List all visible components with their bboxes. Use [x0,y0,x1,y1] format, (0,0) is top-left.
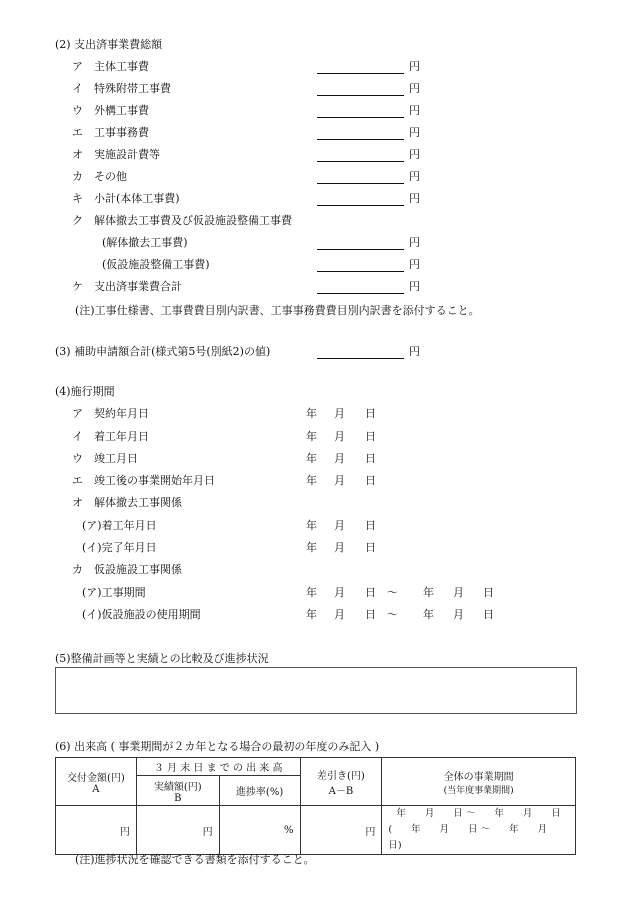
header-actual-amount: 実績額(円) B [136,776,219,806]
item-label: 竣工後の事業開始年月日 [94,474,215,487]
tilde: ～ [387,608,398,621]
item-label: 契約年月日 [94,407,149,420]
item-mark: エ [72,474,83,487]
item-label: (イ)完了年月日 [82,541,157,554]
day-label[interactable]: 日 [365,541,376,554]
day-label[interactable]: 日 [365,452,376,465]
section-5-textbox[interactable] [55,667,577,714]
period-line-total: 年 月 日 ～ 年 月 日 [396,808,561,819]
section-3-input-line[interactable] [317,345,404,359]
item-label: 外構工事費 [94,104,149,117]
amount-unit: 円 [409,192,420,205]
month-label[interactable]: 月 [334,452,345,465]
item-label: (ア)着工年月日 [82,519,157,532]
cell-actual-amount[interactable]: 円 [136,806,219,855]
day-label[interactable]: 日 [365,430,376,443]
section-4-heading: (4)施行期間 [55,385,115,398]
cell-progress-rate[interactable]: % [219,806,300,855]
item-mark: オ [72,148,83,161]
item-mark: オ [72,496,83,509]
header-period: 全体の事業期間 (当年度事業期間) [382,758,576,806]
item-label: (解体撤去工事費) [102,236,188,249]
day-label[interactable]: 日 [365,474,376,487]
item-mark: ア [72,60,83,73]
amount-input-line[interactable] [317,192,404,206]
item-label: (イ)仮設施設の使用期間 [82,608,201,621]
item-mark: キ [72,192,83,205]
item-mark: イ [72,82,83,95]
item-label: 実施設計費等 [94,148,160,161]
amount-input-line[interactable] [317,60,404,74]
section-3-heading: (3) 補助申請額合計(様式第5号(別紙2)の値) [55,345,271,358]
amount-unit: 円 [409,82,420,95]
month-label[interactable]: 月 [334,586,345,599]
amount-unit: 円 [409,280,420,293]
tilde: ～ [387,586,398,599]
amount-input-line[interactable] [317,280,404,294]
amount-unit: 円 [409,236,420,249]
month-label[interactable]: 月 [334,541,345,554]
item-mark: カ [72,170,83,183]
period-line-fiscal: ( 年 月 日 ～ 年 月 日) [388,824,567,851]
amount-unit: 円 [409,170,420,183]
section-5-heading: (5)整備計画等と実績との比較及び進捗状況 [55,652,269,665]
item-label: 主体工事費 [94,60,149,73]
item-mark: ケ [72,280,83,293]
item-label: 小計(本体工事費) [94,192,180,205]
header-grant-amount: 交付金額(円) A [56,758,137,806]
item-label: (ア)工事期間 [82,586,146,599]
month-label[interactable]: 月 [334,474,345,487]
day-label-end[interactable]: 日 [483,586,494,599]
item-label: 解体撤去工事関係 [94,496,182,509]
year-label[interactable]: 年 [306,474,317,487]
month-label[interactable]: 月 [334,519,345,532]
amount-unit: 円 [409,126,420,139]
section-2-heading: (2) 支出済事業費総額 [55,38,163,51]
month-label-end[interactable]: 月 [453,608,464,621]
year-label[interactable]: 年 [306,608,317,621]
year-label-end[interactable]: 年 [423,586,434,599]
month-label[interactable]: 月 [334,430,345,443]
item-label: (仮設施設整備工事費) [102,258,210,271]
header-progress-rate: 進捗率(%) [219,776,300,806]
item-label: 竣工月日 [94,452,138,465]
amount-input-line[interactable] [317,148,404,162]
amount-input-line[interactable] [317,126,404,140]
year-label-end[interactable]: 年 [423,608,434,621]
day-label[interactable]: 日 [365,519,376,532]
item-mark: ウ [72,452,83,465]
item-mark: ウ [72,104,83,117]
month-label-end[interactable]: 月 [453,586,464,599]
amount-unit: 円 [409,60,420,73]
amount-unit: 円 [409,148,420,161]
cell-difference[interactable]: 円 [300,806,382,855]
day-label[interactable]: 日 [365,586,376,599]
item-label: 工事事務費 [94,126,149,139]
year-label[interactable]: 年 [306,430,317,443]
item-mark: エ [72,126,83,139]
amount-unit: 円 [409,258,420,271]
year-label[interactable]: 年 [306,586,317,599]
item-label: その他 [94,170,127,183]
cell-period[interactable] [382,806,576,855]
amount-unit: 円 [409,104,420,117]
year-label[interactable]: 年 [306,541,317,554]
year-label[interactable]: 年 [306,407,317,420]
cell-grant-amount[interactable]: 円 [56,806,137,855]
day-label[interactable]: 日 [365,608,376,621]
item-label: 着工年月日 [94,430,149,443]
day-label[interactable]: 日 [365,407,376,420]
year-label[interactable]: 年 [306,519,317,532]
item-label: 特殊附帯工事費 [94,82,171,95]
day-label-end[interactable]: 日 [483,608,494,621]
item-mark: ア [72,407,83,420]
month-label[interactable]: 月 [334,407,345,420]
item-mark: イ [72,430,83,443]
item-mark: カ [72,563,83,576]
amount-input-line[interactable] [317,236,404,250]
progress-note: (注)進捗状況を確認できる書類を添付すること。 [75,853,315,866]
month-label[interactable]: 月 [334,608,345,621]
amount-input-line[interactable] [317,82,404,96]
item-label: 解体撤去工事費及び仮設施設整備工事費 [94,214,292,227]
item-label: 仮設施設工事関係 [94,563,182,576]
amount-input-line[interactable] [317,104,404,118]
amount-input-line[interactable] [317,258,404,272]
item-mark: ク [72,214,83,227]
header-march-output: ３ 月 末 日 ま で の 出 来 高 [136,758,300,776]
output-table [55,757,576,855]
amount-input-line[interactable] [317,170,404,184]
year-label[interactable]: 年 [306,452,317,465]
section-3-unit: 円 [409,345,420,358]
header-difference: 差引き(円) A－B [300,758,382,806]
section-6-heading: (6) 出来高 ( 事業期間が２カ年となる場合の最初の年度のみ記入 ) [55,740,380,753]
item-label: 支出済事業費合計 [94,280,182,293]
section-2-note: (注)工事仕様書、工事費費目別内訳書、工事事務費費目別内訳書を添付すること。 [75,304,480,317]
